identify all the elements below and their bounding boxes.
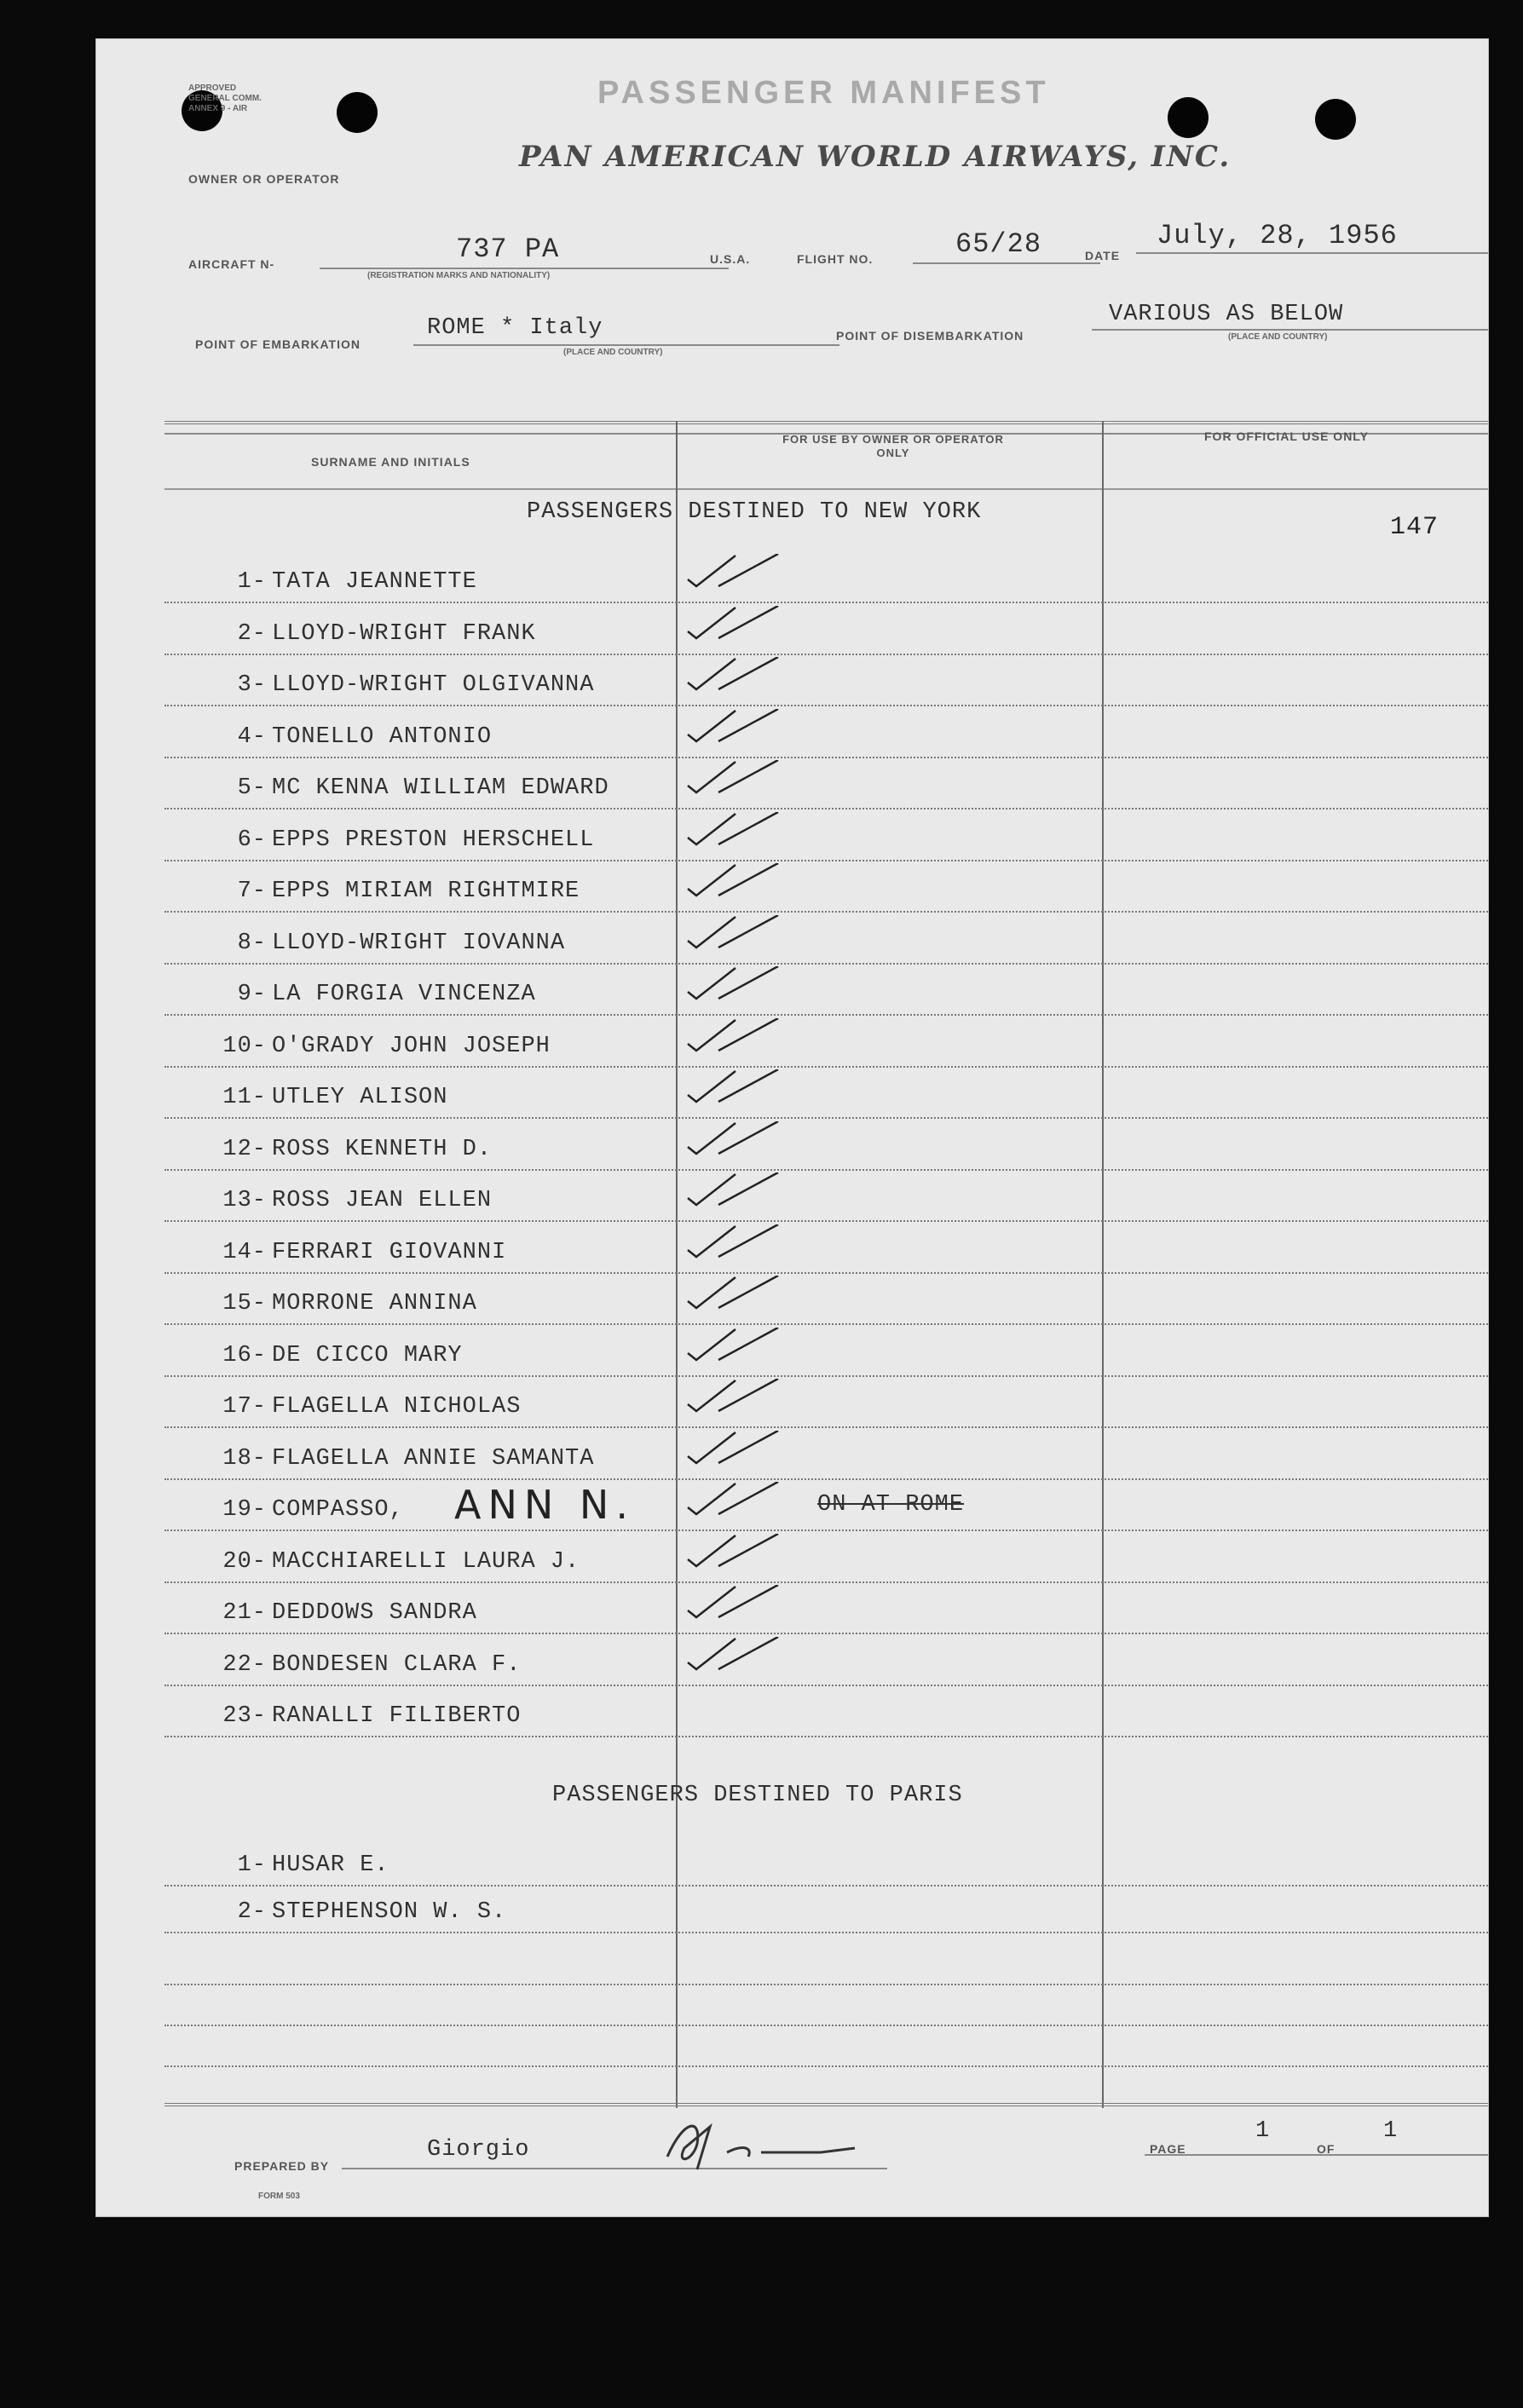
table-top-rule [164, 421, 1488, 424]
passenger-row [96, 1231, 1488, 1274]
row-rule [164, 1581, 1488, 1583]
passenger-name: COMPASSO, [272, 1497, 404, 1523]
passenger-row [96, 1385, 1488, 1428]
row-rule [164, 1478, 1488, 1480]
company-name: PAN AMERICAN WORLD AIRWAYS, INC. [519, 140, 1232, 174]
passenger-name: LLOYD-WRIGHT OLGIVANNA [272, 672, 595, 698]
passenger-number: 16- [222, 1342, 267, 1368]
passenger-name: FERRARI GIOVANNI [272, 1239, 507, 1265]
passenger-name: MC KENNA WILLIAM EDWARD [272, 775, 609, 801]
signature [650, 2110, 872, 2178]
passenger-number: 22- [222, 1651, 267, 1678]
check-mark-icon [684, 812, 795, 846]
row-rule [164, 860, 1488, 861]
check-mark-icon [684, 1534, 795, 1568]
row-rule [164, 963, 1488, 965]
passenger-row [96, 1179, 1488, 1222]
passenger-number: 9- [237, 982, 267, 1007]
passenger-row [96, 1695, 1488, 1737]
passenger-number: 18- [222, 1445, 267, 1472]
col-header-owner: FOR USE BY OWNER OR OPERATOR ONLY [782, 433, 1004, 459]
date-underline [1136, 252, 1488, 254]
row-rule [164, 1426, 1488, 1428]
passenger-number: 2- [237, 1899, 267, 1925]
passenger-row [96, 1592, 1488, 1634]
passenger-number: 8- [237, 930, 267, 956]
passenger-row [96, 1541, 1488, 1583]
row-rule [164, 1633, 1488, 1634]
col-header-surname: SURNAME AND INITIALS [311, 455, 470, 469]
check-mark-icon [684, 863, 795, 897]
section-heading-paris: PASSENGERS DESTINED TO PARIS [552, 1783, 963, 1808]
passenger-number: 19- [222, 1497, 267, 1523]
passenger-row [96, 1891, 1488, 1933]
check-mark-icon [684, 915, 795, 949]
section-heading-new-york: PASSENGERS DESTINED TO NEW YORK [527, 499, 982, 525]
passenger-name: RANALLI FILIBERTO [272, 1703, 522, 1729]
passenger-number: 5- [237, 775, 267, 801]
check-mark-icon [684, 1637, 795, 1671]
passenger-row [96, 664, 1488, 706]
passenger-number: 15- [222, 1291, 267, 1316]
prepared-value: Giorgio [427, 2137, 530, 2163]
row-rule [164, 1375, 1488, 1377]
row-rule [164, 808, 1488, 809]
passenger-row [96, 1282, 1488, 1325]
check-mark-icon [684, 554, 795, 588]
passenger-number: 6- [237, 827, 267, 853]
check-mark-icon [684, 1482, 795, 1516]
passenger-number: 12- [222, 1136, 267, 1162]
date-value: July, 28, 1956 [1157, 220, 1398, 251]
check-mark-icon [684, 1276, 795, 1310]
aircraft-sublabel: (REGISTRATION MARKS AND NATIONALITY) [367, 271, 551, 280]
row-rule [164, 1685, 1488, 1686]
disembarkation-underline [1092, 329, 1488, 331]
corner-stamp-line: APPROVED [188, 84, 237, 93]
row-rule [164, 1323, 1488, 1325]
passenger-name: LLOYD-WRIGHT IOVANNA [272, 930, 566, 956]
check-mark-icon [684, 657, 795, 691]
passenger-row [96, 973, 1488, 1016]
of-label: OF [1317, 2142, 1336, 2156]
row-rule [164, 1117, 1488, 1119]
passenger-number: 21- [222, 1600, 267, 1626]
punch-hole [1315, 99, 1356, 140]
check-mark-icon [684, 1431, 795, 1465]
passenger-number: 2- [237, 620, 267, 647]
of-value: 1 [1383, 2118, 1399, 2144]
page-value: 1 [1255, 2118, 1271, 2144]
passenger-row [96, 1644, 1488, 1686]
passenger-number: 11- [222, 1085, 267, 1110]
owner-label: OWNER OR OPERATOR [188, 172, 340, 186]
passenger-number: 23- [222, 1703, 267, 1729]
flight-value: 65/28 [955, 228, 1042, 260]
disembarkation-value: VARIOUS AS BELOW [1109, 302, 1344, 327]
check-mark-icon [684, 966, 795, 1000]
passenger-name: UTLEY ALISON [272, 1085, 448, 1110]
check-mark-icon [684, 1585, 795, 1619]
row-rule [164, 1220, 1488, 1222]
embarkation-label: POINT OF EMBARKATION [195, 337, 361, 351]
passenger-name: BONDESEN CLARA F. [272, 1651, 522, 1678]
check-mark-icon [684, 1379, 795, 1413]
check-mark-icon [684, 709, 795, 743]
passenger-row [96, 767, 1488, 809]
passenger-row [96, 613, 1488, 655]
footer-code: FORM 503 [258, 2192, 300, 2201]
page-underline [1145, 2154, 1488, 2156]
check-mark-icon [684, 1328, 795, 1362]
disembarkation-sublabel: (PLACE AND COUNTRY) [1228, 332, 1328, 342]
passenger-row [96, 922, 1488, 965]
passenger-number: 17- [222, 1394, 267, 1420]
passenger-row [96, 716, 1488, 758]
passenger-row [96, 1128, 1488, 1171]
date-label: DATE [1085, 249, 1121, 262]
manifest-paper [95, 38, 1489, 2217]
passenger-name: DEDDOWS SANDRA [272, 1600, 477, 1626]
usa-label: U.S.A. [710, 252, 751, 266]
passenger-number: 20- [222, 1548, 267, 1575]
punch-hole [1168, 97, 1209, 138]
passenger-remark: ON AT ROME [817, 1492, 965, 1518]
passenger-row [96, 1437, 1488, 1480]
prepared-label: PREPARED BY [234, 2159, 330, 2173]
passenger-row [96, 561, 1488, 603]
passenger-name: MACCHIARELLI LAURA J. [272, 1548, 580, 1575]
passenger-row [96, 1844, 1488, 1887]
punch-hole [337, 92, 378, 133]
flight-underline [913, 262, 1100, 264]
corner-stamp-line: ANNEX 9 - AIR [188, 104, 248, 113]
passenger-name: HUSAR E. [272, 1852, 389, 1878]
passenger-row [96, 1076, 1488, 1119]
passenger-number: 13- [222, 1188, 267, 1213]
check-mark-icon [684, 606, 795, 640]
form-title: PASSENGER MANIFEST [597, 75, 1050, 111]
passenger-number: 1- [237, 1852, 267, 1878]
passenger-number: 1- [237, 569, 267, 595]
check-mark-icon [684, 760, 795, 794]
passenger-number: 14- [222, 1239, 267, 1265]
passenger-row [96, 1334, 1488, 1377]
passenger-name: LLOYD-WRIGHT FRANK [272, 620, 536, 647]
row-rule [164, 602, 1488, 603]
row-rule [164, 1932, 1488, 1933]
row-rule [164, 654, 1488, 655]
row-rule [164, 2065, 1488, 2067]
passenger-row [96, 1482, 1488, 1531]
row-rule [164, 1014, 1488, 1016]
passenger-name: TONELLO ANTONIO [272, 723, 493, 750]
passenger-name: ROSS KENNETH D. [272, 1136, 493, 1162]
embarkation-underline [413, 344, 839, 346]
passenger-name: MORRONE ANNINA [272, 1291, 477, 1316]
corner-stamp-line: GENERAL COMM. [188, 94, 262, 103]
row-rule [164, 1736, 1488, 1737]
passenger-number: 4- [237, 723, 267, 750]
row-rule [164, 757, 1488, 758]
passenger-name: EPPS MIRIAM RIGHTMIRE [272, 879, 580, 904]
row-rule [164, 705, 1488, 706]
check-mark-icon [684, 1172, 795, 1207]
check-mark-icon [684, 1121, 795, 1155]
passenger-name: EPPS PRESTON HERSCHELL [272, 827, 595, 853]
row-rule [164, 1272, 1488, 1274]
embarkation-sublabel: (PLACE AND COUNTRY) [563, 348, 663, 357]
col-header-official: FOR OFFICIAL USE ONLY [1204, 429, 1369, 443]
row-rule [164, 1885, 1488, 1887]
flight-label: FLIGHT NO. [797, 252, 874, 266]
handwritten-name: ANN N. [454, 1482, 635, 1528]
aircraft-underline [320, 268, 729, 269]
disembarkation-label: POINT OF DISEMBARKATION [836, 329, 1024, 343]
passenger-name: DE CICCO MARY [272, 1342, 463, 1368]
row-rule [164, 1529, 1488, 1531]
passenger-row [96, 1025, 1488, 1068]
check-mark-icon [684, 1069, 795, 1103]
passenger-name: TATA JEANNETTE [272, 569, 477, 595]
passenger-number: 3- [237, 672, 267, 698]
row-rule [164, 1066, 1488, 1068]
passenger-name: LA FORGIA VINCENZA [272, 982, 536, 1007]
passenger-row [96, 870, 1488, 913]
passenger-name: ROSS JEAN ELLEN [272, 1188, 493, 1213]
passenger-name: STEPHENSON W. S. [272, 1899, 507, 1925]
aircraft-label: AIRCRAFT N- [188, 257, 275, 271]
passenger-name: O'GRADY JOHN JOSEPH [272, 1033, 551, 1059]
aircraft-value: 737 PA [456, 233, 560, 265]
embarkation-value: ROME * Italy [427, 315, 603, 341]
passenger-number: 7- [237, 879, 267, 904]
page-label: PAGE [1150, 2142, 1186, 2156]
corner-stamp [188, 84, 262, 114]
passenger-name: FLAGELLA ANNIE SAMANTA [272, 1445, 595, 1472]
passenger-name: FLAGELLA NICHOLAS [272, 1394, 522, 1420]
passenger-row [96, 819, 1488, 861]
row-rule [164, 2025, 1488, 2026]
table-header-rule [164, 488, 1488, 490]
official-number: 147 [1390, 513, 1439, 542]
check-mark-icon [684, 1018, 795, 1052]
row-rule [164, 1169, 1488, 1171]
check-mark-icon [684, 1224, 795, 1259]
row-rule [164, 1984, 1488, 1985]
passenger-number: 10- [222, 1033, 267, 1059]
footer-rule [164, 2103, 1488, 2106]
row-rule [164, 911, 1488, 913]
